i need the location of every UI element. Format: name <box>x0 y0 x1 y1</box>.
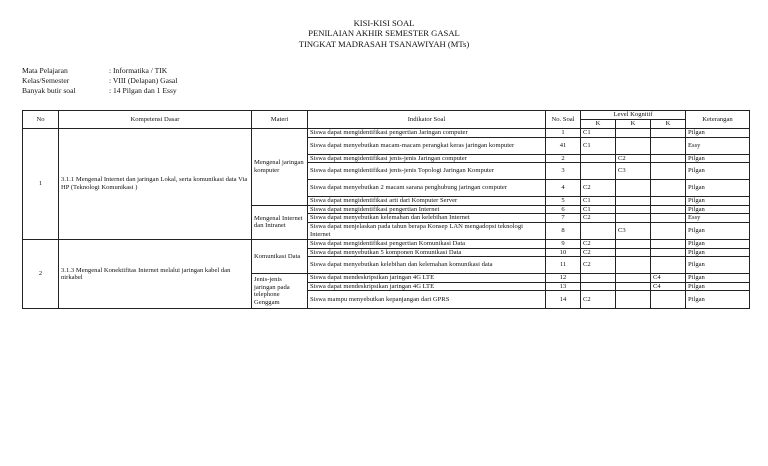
level-k1-cell: C2 <box>581 257 616 274</box>
kd-text: 3.1.3 Mengenal Konektifitas Internet melalui jaringan kabel dan nirkabel <box>59 239 252 308</box>
no-soal-cell: 4 <box>546 180 581 197</box>
level-k3-cell: C4 <box>651 274 686 283</box>
keterangan-cell: Pilgan <box>686 274 750 283</box>
no-soal-cell: 6 <box>546 205 581 214</box>
level-k1-cell: C2 <box>581 214 616 223</box>
keterangan-cell: Pilgan <box>686 180 750 197</box>
level-k1-cell: C1 <box>581 129 616 138</box>
level-k2-cell <box>616 214 651 223</box>
header-no-soal: No. Soal <box>546 111 581 129</box>
level-k2-cell: C3 <box>616 163 651 180</box>
level-k2-cell <box>616 274 651 283</box>
info-row-count <box>22 86 177 96</box>
keterangan-cell: Pilgan <box>686 129 750 138</box>
header-keterangan: Keterangan <box>686 111 750 129</box>
level-k3-cell <box>651 205 686 214</box>
subject-info <box>22 66 177 97</box>
level-k2-cell <box>616 197 651 206</box>
indikator-cell: Siswa dapat mendeskripsikan jaringan 4G LTE <box>308 274 546 283</box>
kd-number: 2 <box>23 239 59 308</box>
level-k3-cell <box>651 239 686 248</box>
indikator-cell: Siswa dapat mengidentifikasi pengertian Komunikasi Data <box>308 239 546 248</box>
info-label: Mata Pelajaran <box>22 66 68 75</box>
level-k1-cell: C1 <box>581 137 616 154</box>
info-label: Banyak butir soal <box>22 86 76 96</box>
indikator-cell: Siswa dapat mengidentifikasi jenis-jenis Topologi Jaringan Komputer <box>308 163 546 180</box>
header-level: Level Kognitif <box>581 111 686 120</box>
level-k2-cell <box>616 282 651 291</box>
indikator-cell: Siswa mampu menyebutkan kepanjangan dari GPRS <box>308 291 546 309</box>
header-materi: Materi <box>252 111 308 129</box>
no-soal-cell: 10 <box>546 248 581 257</box>
level-k1-cell <box>581 274 616 283</box>
level-k1-cell <box>581 222 616 239</box>
level-k1-cell: C1 <box>581 205 616 214</box>
indikator-cell: Siswa dapat menyebutkan 2 macam sarana penghubung jaringan computer <box>308 180 546 197</box>
info-label: Kelas/Semester <box>22 76 70 86</box>
materi-cell: Mengenal Internet dan Intranet <box>252 205 308 239</box>
level-k2-cell <box>616 239 651 248</box>
keterangan-cell: Pilgan <box>686 291 750 309</box>
level-k1-cell: C2 <box>581 291 616 309</box>
indikator-cell: Siswa dapat menjelaskan pada tahun berapa Konsep LAN mengadopsi teknologi Internet <box>308 222 546 239</box>
no-soal-cell: 8 <box>546 222 581 239</box>
keterangan-cell: Pilgan <box>686 154 750 163</box>
header-k1: K <box>581 120 616 129</box>
indikator-cell: Siswa dapat menyebutkan 5 komponen Komunikasi Data <box>308 248 546 257</box>
level-k3-cell <box>651 197 686 206</box>
indikator-cell: Siswa dapat mengidentifikasi pengertian Internet <box>308 205 546 214</box>
doc-title: KISI-KISI SOAL <box>353 18 415 28</box>
level-k2-cell: C2 <box>616 154 651 163</box>
level-k1-cell: C2 <box>581 248 616 257</box>
no-soal-cell: 7 <box>546 214 581 223</box>
level-k3-cell: C4 <box>651 282 686 291</box>
level-k2-cell <box>616 137 651 154</box>
level-k3-cell <box>651 154 686 163</box>
keterangan-cell: Pilgan <box>686 163 750 180</box>
no-soal-cell: 1 <box>546 129 581 138</box>
keterangan-cell: Pilgan <box>686 239 750 248</box>
level-k2-cell <box>616 180 651 197</box>
no-soal-cell: 12 <box>546 274 581 283</box>
level-k3-cell <box>651 214 686 223</box>
level-k1-cell: C1 <box>581 197 616 206</box>
keterangan-cell: Essy <box>686 214 750 223</box>
keterangan-cell: Essy <box>686 137 750 154</box>
level-k2-cell <box>616 129 651 138</box>
indikator-cell: Siswa dapat menyebutkan kelemahan dan kelebihan Internet <box>308 214 546 223</box>
indikator-cell: Siswa dapat menyebutkan kelebihan dan kelemahan komunikasi data <box>308 257 546 274</box>
info-row-subject <box>22 66 177 76</box>
kd-text: 3.1.1 Mengenal Internet dan jaringan Lokal, serta komunikasi data Via HP (Teknologi Komunikasi ) <box>59 129 252 240</box>
level-k2-cell <box>616 291 651 309</box>
level-k3-cell <box>651 291 686 309</box>
keterangan-cell: Pilgan <box>686 257 750 274</box>
no-soal-cell: 5 <box>546 197 581 206</box>
header-kompetensi: Kompetensi Dasar <box>59 111 252 129</box>
info-value: : VIII (Delapan) Gasal <box>109 76 178 86</box>
level-k3-cell <box>651 129 686 138</box>
indikator-cell: Siswa dapat menyebutkan macam-macam perangkat keras jaringan komputer <box>308 137 546 154</box>
level-k2-cell: C3 <box>616 222 651 239</box>
indikator-cell: Siswa dapat mendeskripsikan jaringan 4G LTE <box>308 282 546 291</box>
materi-cell: Mengenal jaringan komputer <box>252 129 308 206</box>
indikator-cell: Siswa dapat mengidentifikasi jenis-jenis Jaringan computer <box>308 154 546 163</box>
header-k3: K <box>651 120 686 129</box>
no-soal-cell: 3 <box>546 163 581 180</box>
level-k3-cell <box>651 248 686 257</box>
level-k3-cell <box>651 257 686 274</box>
indikator-cell: Siswa dapat mengidentifikasi arti dari Komputer Server <box>308 197 546 206</box>
level-k1-cell: C2 <box>581 239 616 248</box>
info-row-class <box>22 76 177 86</box>
keterangan-cell: Pilgan <box>686 197 750 206</box>
level-k3-cell <box>651 137 686 154</box>
no-soal-cell: 41 <box>546 137 581 154</box>
no-soal-cell: 2 <box>546 154 581 163</box>
level-k2-cell <box>616 205 651 214</box>
no-soal-cell: 9 <box>546 239 581 248</box>
kd-number: 1 <box>23 129 59 240</box>
no-soal-cell: 14 <box>546 291 581 309</box>
level-k1-cell <box>581 154 616 163</box>
doc-subtitle: PENILAIAN AKHIR SEMESTER GASAL <box>308 28 460 39</box>
level-k2-cell <box>616 248 651 257</box>
indikator-cell: Siswa dapat mengidentifikasi pengertian Jaringan computer <box>308 129 546 138</box>
keterangan-cell: Pilgan <box>686 248 750 257</box>
header-no: No <box>23 111 59 129</box>
keterangan-cell: Pilgan <box>686 205 750 214</box>
info-value: : Informatika / TIK <box>109 66 168 75</box>
header-indikator: Indikator Soal <box>308 111 546 129</box>
level-k1-cell: C2 <box>581 180 616 197</box>
level-k1-cell <box>581 163 616 180</box>
header-k2: K <box>616 120 651 129</box>
info-value: : 14 Pilgan dan 1 Essy <box>109 86 177 96</box>
level-k3-cell <box>651 222 686 239</box>
keterangan-cell: Pilgan <box>686 222 750 239</box>
doc-subtitle-level: TINGKAT MADRASAH TSANAWIYAH (MTs) <box>298 38 470 49</box>
level-k1-cell <box>581 282 616 291</box>
document-header <box>0 18 768 49</box>
level-k3-cell <box>651 163 686 180</box>
materi-cell: Jenis-jenis jaringan pada telephone Genggam <box>252 274 308 309</box>
kisi-kisi-table <box>22 110 750 309</box>
materi-cell: Komunikasi Data <box>252 239 308 273</box>
no-soal-cell: 13 <box>546 282 581 291</box>
level-k3-cell <box>651 180 686 197</box>
keterangan-cell: Pilgan <box>686 282 750 291</box>
level-k2-cell <box>616 257 651 274</box>
no-soal-cell: 11 <box>546 257 581 274</box>
